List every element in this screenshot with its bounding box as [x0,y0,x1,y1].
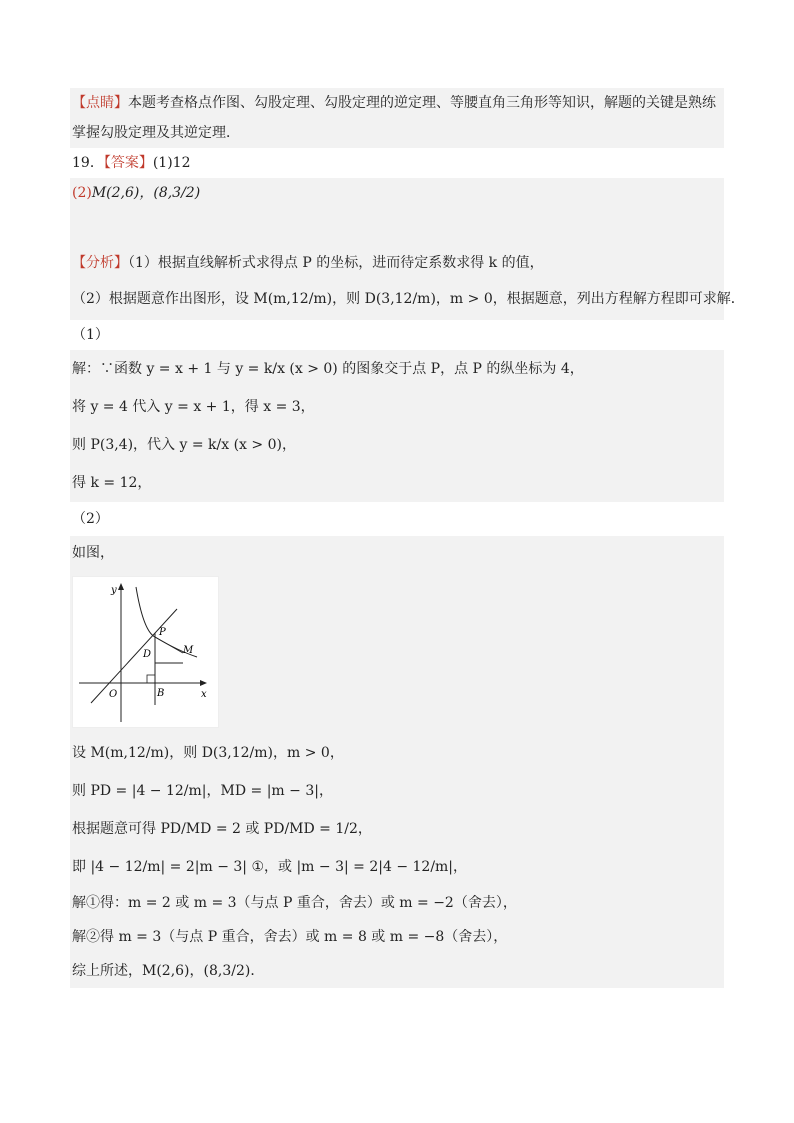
solution-text-d: 得 k = 12， [72,475,152,491]
y-axis-arrow [118,583,124,590]
question-number: 19． [72,155,104,171]
dianjing-text-2: 掌握勾股定理及其逆定理． [72,125,240,141]
solution-line-e [70,536,724,570]
dianjing-line-1 [70,88,724,118]
graph-svg [73,577,218,727]
label-b: B [157,688,165,699]
solution-line-h [70,810,724,848]
solution-text-h: 根据题意可得 PD/MD = 2 或 PD/MD = 1/2， [72,821,372,837]
solution-line-f [70,734,724,772]
solution-text-k: 解②得 m = 3（与点 P 重合，舍去）或 m = 8 或 m = −8（舍去）， [72,929,508,945]
analysis-text-1: （1）根据直线解析式求得点 P 的坐标，进而待定系数求得 k 的值， [128,255,544,271]
solution-line-j [70,886,724,920]
solution-part-1-label [70,320,724,350]
analysis-block [70,248,745,320]
solution-line-i [70,848,724,886]
solution-block-1 [70,350,724,502]
solution-text-f: 设 M(m,12/m)，则 D(3,12/m)，m > 0， [72,745,344,761]
solution-line-b [70,388,724,426]
analysis-text-2: （2）根据题意作出图形，设 M(m,12/m)，则 D(3,12/m)，m > 0，根据题意，列出方程解方程即可求解． [72,291,745,307]
solution-line-a [70,350,724,388]
answer-part-2-prefix: (2) [72,185,92,201]
solution-line-l [70,954,724,988]
analysis-line-2 [70,278,745,320]
right-angle-mark [147,675,155,683]
answer-part-2-block [70,178,724,248]
solution-part-2-label [70,502,724,536]
solution-line-g [70,772,724,810]
solution-text-e: 如图， [72,545,114,561]
label-d: D [143,649,152,660]
answer-tag: 【答案】 [103,155,153,171]
answer-part-2-text: M(2,6)，(8,3/2) [91,185,201,201]
solution-text-c: 则 P(3,4)，代入 y = k/x (x > 0)， [72,437,296,453]
dianjing-text-1: 本题考查格点作图、勾股定理、勾股定理的逆定理、等腰直角三角形等知识，解题的关键是熟练 [128,95,716,111]
part-1-label: （1） [72,327,109,343]
label-origin: O [109,689,118,700]
solution-text-b: 将 y = 4 代入 y = x + 1，得 x = 3， [72,399,315,415]
page-content [70,88,745,988]
solution-line-k [70,920,724,954]
analysis-tag: 【分析】 [72,255,128,271]
label-x: x [201,689,207,700]
solution-line-c [70,426,724,464]
solution-text-j: 解①得：m = 2 或 m = 3（与点 P 重合，舍去）或 m = −2（舍去）， [72,895,517,911]
part-2-label: （2） [72,511,109,527]
segment-pm [155,637,183,653]
solution-text-i: 即 |4 − 12/m| = 2|m − 3| ①，或 |m − 3| = 2|4 − 12/m|， [72,859,468,875]
x-axis-arrow [200,680,207,686]
solution-text-l: 综上所述，M(2,6)，(8,3/2)． [72,963,265,979]
dianjing-line-2 [70,118,724,148]
answer-part-1: (1)12 [152,155,191,171]
dianjing-tag: 【点睛】 [72,95,128,111]
solution-text-g: 则 PD = |4 − 12/m|，MD = |m − 3|， [72,783,333,799]
solution-text-a: 解：∵函数 y = x + 1 与 y = k/x (x > 0) 的图象交于点 P，点 P 的纵坐标为 4， [72,361,584,377]
answer-line-1 [70,148,724,178]
answer-line-2 [70,178,724,208]
label-m: M [183,645,194,656]
graph-figure [72,576,219,728]
label-p: P [159,627,166,638]
solution-block-2 [70,536,724,988]
solution-line-d [70,464,724,502]
dianjing-block [70,88,724,148]
label-y: y [111,585,117,596]
analysis-line-1 [70,248,724,278]
